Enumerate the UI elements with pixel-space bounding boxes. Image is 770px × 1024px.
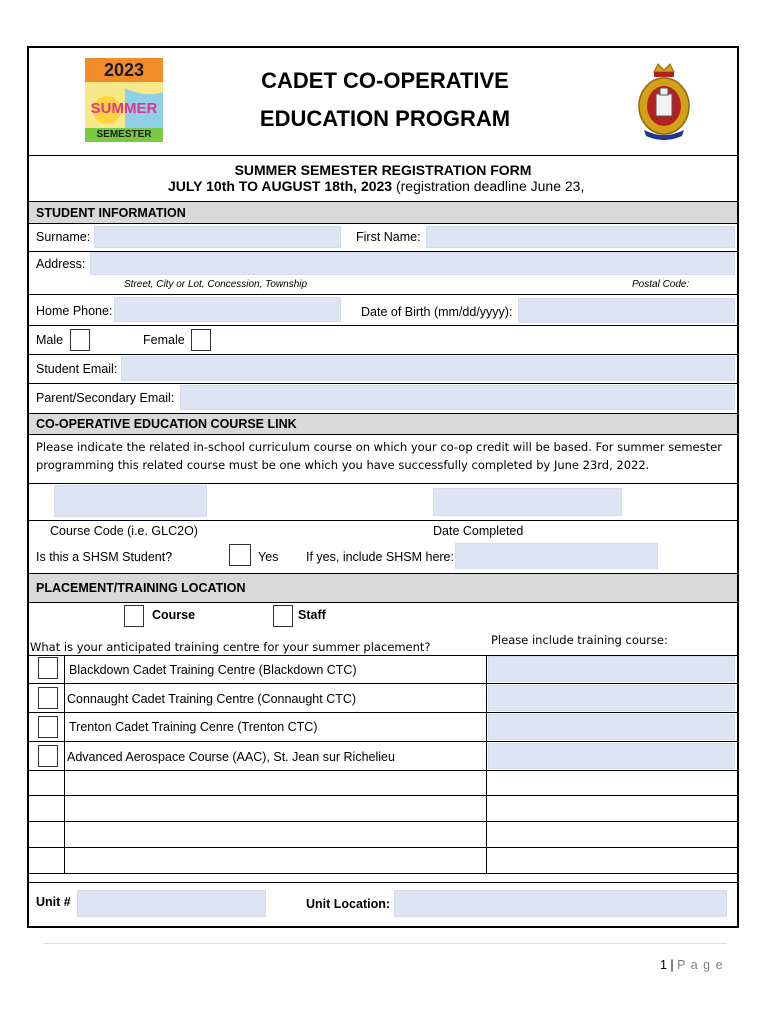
row-divider bbox=[29, 483, 737, 484]
unit-location-label: Unit Location: bbox=[306, 897, 391, 911]
surname-label: Surname: bbox=[36, 230, 91, 244]
male-checkbox[interactable] bbox=[70, 329, 90, 351]
home-phone-input[interactable] bbox=[114, 297, 341, 322]
dob-label: Date of Birth (mm/dd/yyyy): bbox=[361, 305, 513, 319]
blackdown-checkbox[interactable] bbox=[38, 657, 58, 679]
address-input[interactable] bbox=[90, 252, 735, 275]
date-completed-input[interactable] bbox=[433, 488, 622, 516]
address-label: Address: bbox=[36, 257, 86, 271]
dob-input[interactable] bbox=[518, 298, 735, 323]
connaught-checkbox[interactable] bbox=[38, 687, 58, 709]
parent-email-input[interactable] bbox=[180, 385, 735, 410]
female-label: Female bbox=[143, 333, 185, 347]
course-link-header: CO-OPERATIVE EDUCATION COURSE LINK bbox=[29, 413, 737, 435]
female-checkbox[interactable] bbox=[191, 329, 211, 351]
page-footer: 1 | P a g e bbox=[660, 958, 724, 972]
unit-location-input[interactable] bbox=[394, 890, 727, 917]
aerospace-course-input[interactable] bbox=[488, 743, 735, 769]
crest-icon bbox=[636, 60, 692, 140]
logo-year: 2023 bbox=[103, 60, 145, 80]
row-divider bbox=[29, 294, 737, 295]
form-title: SUMMER SEMESTER REGISTRATION FORM bbox=[234, 162, 532, 178]
row-divider bbox=[29, 325, 737, 326]
address-hint: Street, City or Lot, Concession, Township bbox=[124, 279, 308, 290]
first-name-input[interactable] bbox=[426, 226, 735, 248]
shsm-yes-label: Yes bbox=[258, 550, 279, 564]
training-option: Advanced Aerospace Course (AAC), St. Jean sur Richelieu bbox=[67, 750, 395, 764]
row-divider bbox=[29, 383, 737, 384]
training-centre-question: What is your anticipated training centre for your summer placement? bbox=[30, 640, 431, 654]
postal-code-label: Postal Code: bbox=[632, 279, 690, 290]
blackdown-course-input[interactable] bbox=[488, 656, 735, 682]
summer-semester-logo bbox=[85, 58, 163, 142]
table-row-line bbox=[29, 712, 737, 713]
surname-input[interactable] bbox=[94, 226, 341, 248]
table-row-line bbox=[29, 770, 737, 771]
table-bottom-line bbox=[29, 873, 737, 874]
program-title-line1: CADET CO-OPERATIVE bbox=[261, 68, 509, 93]
course-code-input[interactable] bbox=[54, 485, 207, 517]
course-instruction-line1: Please indicate the related in-school curriculum course on which your co-op credit will be based. For summer semester bbox=[36, 440, 722, 454]
row-divider bbox=[29, 354, 737, 355]
placement-header: PLACEMENT/TRAINING LOCATION bbox=[29, 573, 737, 603]
table-row-line bbox=[29, 795, 737, 796]
course-option-label: Course bbox=[152, 608, 196, 622]
logo-sub: SEMESTER bbox=[96, 129, 152, 140]
table-col-line bbox=[486, 655, 487, 873]
header-divider bbox=[29, 155, 737, 156]
page-word: P a g e bbox=[677, 958, 724, 972]
unit-number-input[interactable] bbox=[77, 890, 266, 917]
aerospace-checkbox[interactable] bbox=[38, 745, 58, 767]
date-completed-label: Date Completed bbox=[433, 524, 524, 538]
row-divider bbox=[29, 520, 737, 521]
form-dates-line bbox=[168, 178, 584, 194]
footer-divider bbox=[44, 943, 727, 944]
table-row-line bbox=[29, 821, 737, 822]
shsm-include-label: If yes, include SHSM here: bbox=[306, 550, 454, 564]
trenton-course-input[interactable] bbox=[488, 714, 735, 740]
training-option: Connaught Cadet Training Centre (Connaught CTC) bbox=[67, 692, 357, 706]
registration-deadline: (registration deadline June 23, bbox=[392, 178, 585, 194]
staff-checkbox[interactable] bbox=[273, 605, 293, 627]
course-checkbox[interactable] bbox=[124, 605, 144, 627]
table-row-line bbox=[29, 741, 737, 742]
program-title-line2: EDUCATION PROGRAM bbox=[259, 106, 511, 131]
training-option: Blackdown Cadet Training Centre (Blackdown CTC) bbox=[69, 663, 357, 677]
unit-number-label: Unit # bbox=[36, 895, 71, 909]
form-dates: JULY 10th TO AUGUST 18th, 2023 bbox=[168, 178, 393, 194]
male-label: Male bbox=[36, 333, 64, 347]
table-row-line bbox=[29, 847, 737, 848]
first-name-label: First Name: bbox=[356, 230, 421, 244]
student-info-header: STUDENT INFORMATION bbox=[29, 201, 737, 224]
shsm-input[interactable] bbox=[455, 543, 658, 569]
training-option: Trenton Cadet Training Cenre (Trenton CTC) bbox=[69, 720, 318, 734]
course-code-label: Course Code (i.e. GLC2O) bbox=[50, 524, 198, 538]
connaught-course-input[interactable] bbox=[488, 685, 735, 711]
home-phone-label: Home Phone: bbox=[36, 304, 113, 318]
staff-option-label: Staff bbox=[298, 608, 326, 622]
page-number: 1 bbox=[660, 958, 667, 972]
shsm-yes-checkbox[interactable] bbox=[229, 544, 251, 566]
include-course-label: Please include training course: bbox=[491, 633, 668, 647]
student-email-input[interactable] bbox=[121, 356, 735, 381]
trenton-checkbox[interactable] bbox=[38, 716, 58, 738]
student-email-label: Student Email: bbox=[36, 362, 118, 376]
unit-row-top-line bbox=[29, 882, 737, 883]
shsm-question: Is this a SHSM Student? bbox=[36, 550, 173, 564]
parent-email-label: Parent/Secondary Email: bbox=[36, 391, 175, 405]
table-col-line bbox=[64, 655, 65, 873]
course-instruction-line2: programming this related course must be one which you have successfully completed by June 23rd, 2022. bbox=[36, 458, 650, 472]
logo-word: SUMMER bbox=[90, 100, 158, 117]
table-row-line bbox=[29, 683, 737, 684]
